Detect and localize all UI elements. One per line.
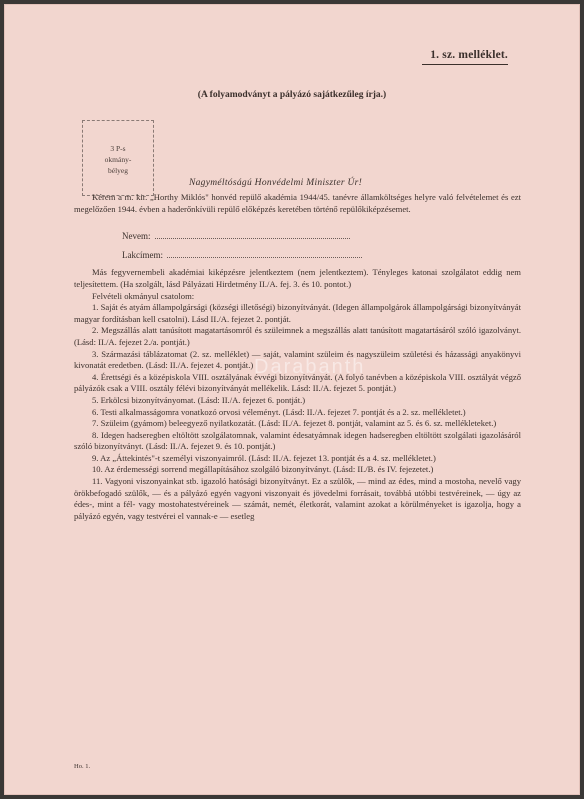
list-item: 8. Idegen hadseregben eltöltött szolgálatomnak, valamint édesatyámnak idegen hadseregben eltöltött szolgálati igazolásáról szóló bizonyítványt. (Lásd: II./A. fejezet 9. és 10. pontját.) bbox=[74, 429, 521, 452]
other-academy-paragraph: Más fegyvernembeli akadémiai kiképzésre jelentkeztem (nem jelentkeztem). Tényleges katonai szolgálatot eddig nem teljesítettem. (Ha szolgált, lásd Pályázati Hirdetmény II./A. fej. 3. és 10. pontot.) bbox=[74, 267, 521, 289]
stamp-text bbox=[83, 143, 153, 176]
list-item: 9. Az „Áttekintés"-t személyi viszonyaimról. (Lásd: II./A. fejezet 13. pontját és a 4. sz. mellékletet.) bbox=[92, 452, 436, 463]
instruction-line: (A folyamodványt a pályázó sajátkezűleg írja.) bbox=[197, 90, 387, 100]
stamp-placeholder bbox=[82, 120, 154, 196]
list-item: 10. Az érdemességi sorrend megállapításához szolgáló bizonyítványt. (Lásd: II./B. és IV. fejezetet.) bbox=[92, 464, 434, 475]
address-field-row bbox=[122, 249, 521, 262]
name-label: Nevem: bbox=[122, 231, 151, 242]
watermark: Darabanth bbox=[254, 356, 366, 378]
stamp-line-1: 3 P-s bbox=[110, 144, 126, 153]
name-field[interactable] bbox=[155, 230, 350, 239]
address-field[interactable] bbox=[167, 249, 362, 258]
list-item: 2. Megszállás alatt tanúsított magatartásomról és szüleimnek a megszállás alatt tanúsított magatartásáról szóló igazolványt. (Lásd: II./A. fejezet 2./a. pontját.) bbox=[74, 325, 521, 347]
list-item: 7. Szüleim (gyámom) beleegyező nyilatkozatát. (Lásd: II./A. fejezet 8. pontját, valamint az 5. és 6. sz. mellékleteket.) bbox=[92, 418, 497, 429]
address-label: Lakcímem: bbox=[122, 249, 163, 260]
intro-paragraph: Kérem a m. kir. „Horthy Miklós" honvéd repülő akadémia 1944/45. tanévre államköltséges helyre való felvételemet és ezt megelőzően 1944. évben a haderőnkívüli repülő előképzés keretében történő repülőkiképzésemet. bbox=[74, 192, 521, 214]
list-item: 3. Származási táblázatomat (2. sz. melléklet) — saját, valamint szüleim és nagyszüleim születési és házassági anyakönyvi kivonatát eredetben. (Lásd: II./A. fejezet 4. pontját.) bbox=[74, 348, 521, 371]
list-item: 6. Testi alkalmasságomra vonatkozó orvosi véleményt. (Lásd: II./A. fejezet 7. pontját és a 2. sz. mellékletet.) bbox=[92, 406, 466, 417]
document-page bbox=[4, 4, 580, 795]
list-item: 5. Erkölcsi bizonyítványomat. (Lásd: II./A. fejezet 6. pontját.) bbox=[92, 394, 306, 405]
footer-code: Ho. 1. bbox=[74, 763, 91, 770]
attachments-intro: Felvételi okmányul csatolom: bbox=[92, 290, 195, 301]
stamp-line-3: bélyeg bbox=[108, 166, 128, 175]
addressee-salutation: Nagyméltóságú Honvédelmi Miniszter Úr! bbox=[189, 178, 363, 188]
annex-underline bbox=[422, 64, 508, 65]
name-field-row bbox=[122, 230, 521, 243]
annex-label: 1. sz. melléklet. bbox=[430, 49, 508, 61]
stamp-line-2: okmány- bbox=[104, 155, 132, 164]
list-item: 11. Vagyoni viszonyainkat stb. igazoló hatósági bizonyítványt. Ez a szülők, — mind az édes, mind a mostoha, nevelő vagy örökbefogadó szülők, — és a pályázó egyén vagyoni viszonyait és jövedelmi forrásait, továbbá utóbbi testvéreinek, — úgy az édes-, mint a fél- vagy mostohatestvéreinek — számát, nemét, életkorát, valamint azokat a körülményeket is igazolja, hogy a pályázó egyén, vagy testvérei el vannak-e — esetleg bbox=[74, 476, 521, 521]
list-item: 1. Saját és atyám állampolgársági (községi illetőségi) bizonyítványát. (Idegen állampolgárok állampolgársági bizonyítványát magyar fordításban kell csatolni). Lásd II./A. fejezet 2. pontját. bbox=[74, 302, 521, 324]
list-item: 4. Érettségi és a középiskola VIII. osztályának évvégi bizonyítványát. (A folyó tanévben a középiskola VIII. osztályát végző pályázók csak a VIII. osztály félévi bizonyítványát mellékelik. Lásd: II./A. fejezet 5. pontját.) bbox=[74, 371, 521, 394]
